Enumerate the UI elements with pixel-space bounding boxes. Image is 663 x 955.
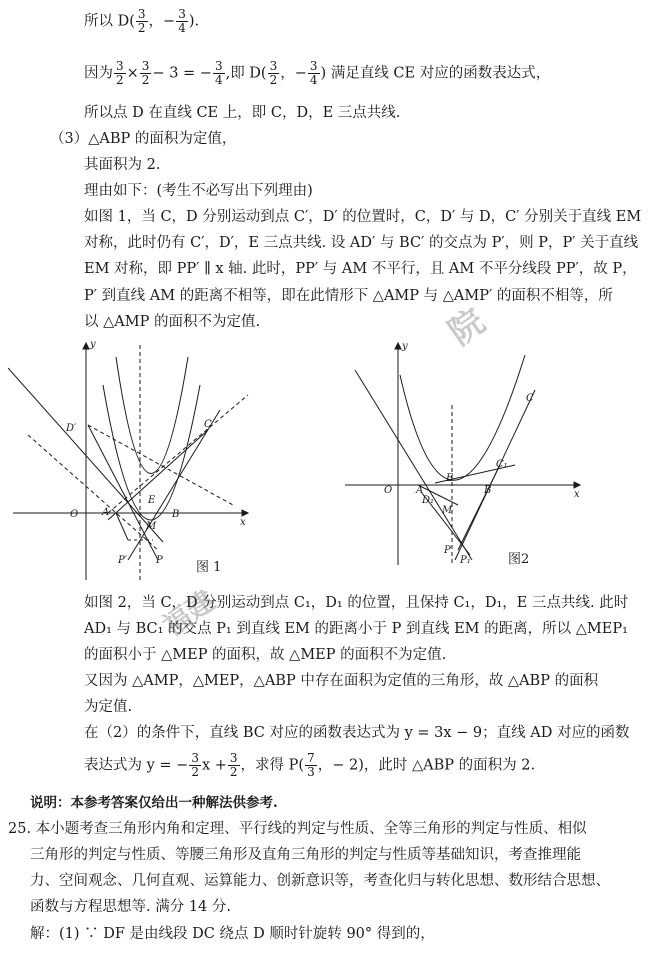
line-7: 如图 1，当 C，D 分别运动到点 C′，D′ 的位置时，C，D′ 与 D，C′ 分别关于直线 EM bbox=[84, 209, 642, 225]
label-a: A bbox=[416, 485, 424, 496]
line-ad bbox=[355, 370, 472, 560]
parabola-2 bbox=[116, 357, 188, 474]
label-dp: D′ bbox=[66, 423, 77, 434]
label-c: C bbox=[526, 393, 534, 404]
label-p: P bbox=[156, 555, 163, 566]
figure-2 bbox=[340, 335, 585, 570]
figure-2-caption: 图2 bbox=[508, 552, 530, 567]
label-o: O bbox=[70, 509, 79, 520]
label-a: A bbox=[102, 507, 110, 518]
line-11: 以 △AMP 的面积不为定值. bbox=[84, 314, 261, 330]
line-24: 解：(1) ∵ DF 是由线段 DC 绕点 D 顺时针旋转 90° 得到的， bbox=[30, 926, 435, 942]
fraction: $\frac{3}{2}$ bbox=[191, 751, 199, 779]
line-12: 如图 2，当 C，D 分别运动到点 C₁，D₁ 的位置，且保持 C₁，D₁，E 三点共线. 此时 bbox=[84, 595, 629, 611]
line-2: 因为 $\frac{3}{2}$ × $\frac{3}{2}$ − 3 = − $\frac{3}{4}$ ,即 D( $\frac{3}{2}$ ，− $\frac{3}{4}$ ) 满足直线 CE 对应的函数表达式， bbox=[84, 59, 551, 87]
label-c: C bbox=[204, 419, 212, 430]
label-m: M bbox=[146, 521, 157, 532]
line-5: 其面积为 2. bbox=[84, 157, 161, 173]
line-9: EM 对称，即 PP′ ∥ x 轴. 此时，PP′ 与 AM 不平行，且 AM 不平分线段 PP′，故 P， bbox=[84, 261, 637, 277]
fraction: $\frac{3}{2}$ bbox=[141, 59, 150, 87]
label-o: O bbox=[384, 485, 393, 496]
line-17: 在（2）的条件下，直线 BC 对应的函数表达式为 y = 3x − 9；直线 AD 对应的函数 bbox=[84, 725, 630, 741]
fraction: $\frac{3}{2}$ bbox=[229, 751, 238, 779]
line-15: 又因为 △AMP，△MEP，△ABP 中存在面积为定值的三角形，故 △ABP 的面积 bbox=[84, 673, 599, 689]
line-6: 理由如下：(考生不必写出下列理由) bbox=[84, 183, 313, 199]
line-16: 为定值. bbox=[84, 699, 133, 715]
fraction: $\frac{3}{4}$ bbox=[214, 59, 223, 87]
label-m: M bbox=[442, 505, 453, 516]
fraction: $\frac{3}{2}$ bbox=[269, 59, 278, 87]
watermark-1: 院 bbox=[441, 301, 493, 354]
label-b: B bbox=[484, 485, 492, 496]
label-b: B bbox=[172, 509, 180, 520]
line-21: 三角形的判定与性质、等腰三角形及直角三角形的判定与性质等基础知识，考查推理能 bbox=[30, 847, 581, 863]
label-p1: P₁ bbox=[460, 555, 471, 566]
line-14: 的面积小于 △MEP 的面积，故 △MEP 的面积不为定值. bbox=[84, 647, 447, 663]
watermark-2: 福建 bbox=[156, 583, 222, 643]
label-x: x bbox=[574, 489, 580, 500]
fraction: $\frac{3}{2}$ bbox=[137, 7, 146, 35]
note-line: 说明：本参考答案仅给出一种解法供参考. bbox=[30, 795, 278, 811]
fraction: $\frac{3}{4}$ bbox=[309, 59, 318, 87]
fraction: $\frac{3}{2}$ bbox=[116, 59, 124, 87]
label-d1: D₁ bbox=[422, 495, 435, 506]
line-3: 所以点 D 在直线 CE 上，即 C，D，E 三点共线. bbox=[84, 105, 401, 121]
label-p: P bbox=[444, 545, 451, 556]
label-y: y bbox=[402, 341, 408, 352]
line-23: 函数与方程思想等. 满分 14 分. bbox=[30, 899, 231, 915]
label-pp: P′ bbox=[118, 555, 127, 566]
fraction: $\frac{3}{4}$ bbox=[178, 7, 186, 35]
line-18: 表达式为 y = − $\frac{3}{2}$ x + $\frac{3}{2}$ ，求得 P( $\frac{7}{3}$ ，− 2)，此时 △ABP 的面积为 2. bbox=[84, 751, 536, 779]
line-4: （3）△ABP 的面积为定值， bbox=[50, 131, 237, 147]
figure-1 bbox=[8, 335, 258, 585]
label-c1: C₁ bbox=[496, 459, 508, 470]
figure-1-caption: 图 1 bbox=[196, 560, 222, 575]
label-e: E bbox=[148, 495, 156, 506]
fraction: $\frac{7}{3}$ bbox=[307, 751, 315, 779]
label-x: x bbox=[240, 517, 246, 528]
label-y: y bbox=[90, 339, 96, 350]
line-1: 所以 D( $\frac{3}{2}$ ，− $\frac{3}{4}$ ). bbox=[84, 7, 200, 35]
line-20: 25. 本小题考查三角形内角和定理、平行线的判定与性质、全等三角形的判定与性质、相似 bbox=[8, 821, 587, 837]
label-e: E bbox=[446, 473, 454, 484]
line-10: P′ 到直线 AM 的距离不相等，即在此情形下 △AMP 与 △AMP′ 的面积不相等，所 bbox=[84, 288, 613, 304]
line-22: 力、空间观念、几何直观、运算能力、创新意识等，考查化归与转化思想、数形结合思想、 bbox=[30, 873, 610, 889]
line-8: 对称，此时仍有 C′，D′，E 三点共线. 设 AD′ 与 BC′ 的交点为 P′，则 P，P′ 关于直线 bbox=[84, 235, 639, 251]
line-13: AD₁ 与 BC₁ 的交点 P₁ 到直线 EM 的距离小于 P 到直线 EM 的距离，所以 △MEP₁ bbox=[84, 621, 628, 637]
